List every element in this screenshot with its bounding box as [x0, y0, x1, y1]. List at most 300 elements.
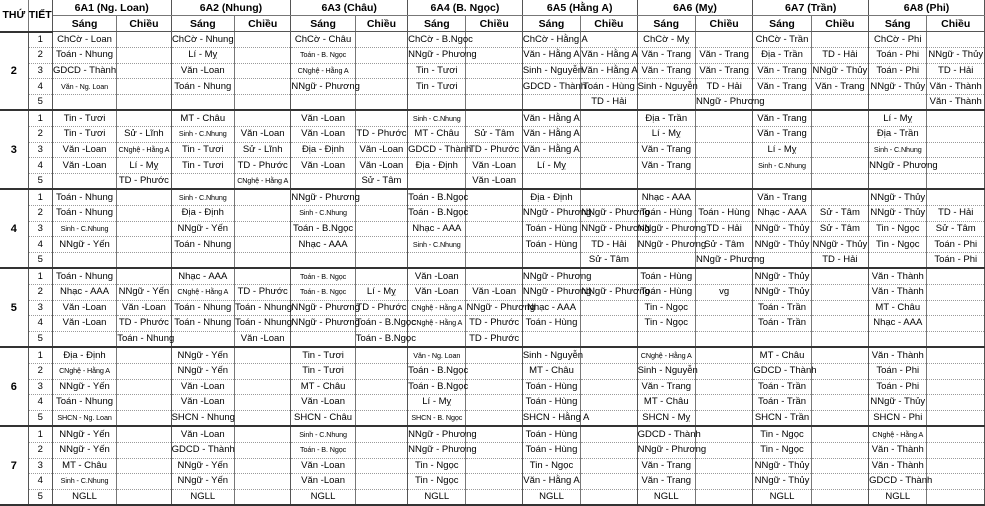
- schedule-cell[interactable]: Sử - Tâm: [927, 221, 985, 237]
- schedule-cell[interactable]: Văn - Thành: [927, 94, 985, 110]
- schedule-cell[interactable]: [117, 458, 171, 474]
- schedule-cell[interactable]: Văn -Loan: [52, 300, 116, 316]
- schedule-cell[interactable]: [811, 110, 868, 126]
- schedule-cell[interactable]: Toán - Nhung: [52, 395, 116, 411]
- schedule-cell[interactable]: [695, 426, 752, 442]
- schedule-cell[interactable]: Toán - Hùng: [637, 268, 695, 284]
- schedule-cell[interactable]: SHCN - Châu: [291, 410, 355, 426]
- schedule-cell[interactable]: [52, 94, 116, 110]
- schedule-cell[interactable]: Tin - Ngọc: [753, 426, 811, 442]
- schedule-cell[interactable]: Toán - B.Ngọc: [408, 206, 466, 222]
- schedule-cell[interactable]: GDCD - Thành: [171, 442, 234, 458]
- schedule-cell[interactable]: NGLL: [171, 489, 234, 505]
- schedule-cell[interactable]: [869, 252, 927, 268]
- schedule-cell[interactable]: [695, 142, 752, 158]
- schedule-cell[interactable]: Sinh - C.Nhung: [408, 237, 466, 253]
- schedule-cell[interactable]: [811, 379, 868, 395]
- schedule-cell[interactable]: TD - Phước: [117, 173, 171, 189]
- schedule-cell[interactable]: Toán - Trần: [753, 300, 811, 316]
- schedule-cell[interactable]: [355, 363, 407, 379]
- schedule-cell[interactable]: [927, 379, 985, 395]
- schedule-cell[interactable]: [355, 32, 407, 48]
- schedule-cell[interactable]: TD - Hải: [581, 94, 637, 110]
- schedule-cell[interactable]: [581, 426, 637, 442]
- schedule-cell[interactable]: [927, 426, 985, 442]
- schedule-cell[interactable]: Văn - Hằng A: [522, 142, 580, 158]
- schedule-cell[interactable]: Toán - Trần: [753, 379, 811, 395]
- schedule-cell[interactable]: Toán - Trần: [753, 395, 811, 411]
- schedule-cell[interactable]: NNgữ - Thủy: [753, 285, 811, 301]
- schedule-cell[interactable]: Toán - Phi: [869, 363, 927, 379]
- schedule-cell[interactable]: [581, 363, 637, 379]
- schedule-cell[interactable]: TD - Phước: [234, 285, 290, 301]
- schedule-cell[interactable]: ChCờ - Hằng A: [522, 32, 580, 48]
- schedule-cell[interactable]: Toán - B.Ngọc: [408, 363, 466, 379]
- schedule-cell[interactable]: [234, 237, 290, 253]
- schedule-cell[interactable]: NNgữ - Yến: [52, 426, 116, 442]
- schedule-cell[interactable]: Văn - Trang: [753, 110, 811, 126]
- schedule-cell[interactable]: Địa - Định: [52, 347, 116, 363]
- schedule-cell[interactable]: [927, 442, 985, 458]
- schedule-cell[interactable]: NGLL: [869, 489, 927, 505]
- schedule-cell[interactable]: [811, 426, 868, 442]
- schedule-cell[interactable]: Tin - Ngọc: [753, 442, 811, 458]
- schedule-cell[interactable]: Văn - Thành: [869, 347, 927, 363]
- schedule-cell[interactable]: [695, 300, 752, 316]
- schedule-cell[interactable]: [695, 474, 752, 490]
- schedule-cell[interactable]: Văn -Loan: [291, 395, 355, 411]
- schedule-cell[interactable]: [811, 316, 868, 332]
- schedule-cell[interactable]: [695, 127, 752, 143]
- schedule-cell[interactable]: Lí - Mỵ: [408, 395, 466, 411]
- schedule-cell[interactable]: Văn - Trang: [695, 63, 752, 79]
- schedule-cell[interactable]: Lí - Mỵ: [171, 48, 234, 64]
- schedule-cell[interactable]: Sử - Tâm: [811, 206, 868, 222]
- schedule-cell[interactable]: ChCờ - Phi: [869, 32, 927, 48]
- schedule-cell[interactable]: Toán - Hùng: [581, 79, 637, 95]
- schedule-cell[interactable]: Văn -Loan: [117, 300, 171, 316]
- schedule-cell[interactable]: Sinh - C.Nhung: [869, 142, 927, 158]
- schedule-cell[interactable]: Lí - Mỵ: [637, 127, 695, 143]
- schedule-cell[interactable]: [811, 395, 868, 411]
- schedule-cell[interactable]: Sinh - Nguyễn: [637, 363, 695, 379]
- schedule-cell[interactable]: Toán - Hùng: [695, 206, 752, 222]
- schedule-cell[interactable]: Toán - Hùng: [522, 442, 580, 458]
- schedule-cell[interactable]: Nhạc - AAA: [52, 285, 116, 301]
- schedule-cell[interactable]: CNghệ - Hằng A: [171, 285, 234, 301]
- schedule-cell[interactable]: [466, 32, 522, 48]
- schedule-cell[interactable]: [408, 173, 466, 189]
- schedule-cell[interactable]: [52, 173, 116, 189]
- schedule-cell[interactable]: [753, 331, 811, 347]
- schedule-cell[interactable]: [581, 158, 637, 174]
- schedule-cell[interactable]: [811, 127, 868, 143]
- schedule-cell[interactable]: [695, 331, 752, 347]
- schedule-cell[interactable]: Toán - B.Ngọc: [355, 316, 407, 332]
- schedule-cell[interactable]: NNgữ - Yến: [52, 442, 116, 458]
- schedule-cell[interactable]: Văn -Loan: [171, 426, 234, 442]
- schedule-cell[interactable]: [234, 268, 290, 284]
- schedule-cell[interactable]: Toán - Hùng: [522, 237, 580, 253]
- schedule-cell[interactable]: [355, 268, 407, 284]
- schedule-cell[interactable]: [581, 300, 637, 316]
- schedule-cell[interactable]: Toán - Nhung: [171, 79, 234, 95]
- schedule-cell[interactable]: NNgữ - Phương: [522, 206, 580, 222]
- schedule-cell[interactable]: [927, 189, 985, 205]
- schedule-cell[interactable]: [522, 173, 580, 189]
- schedule-cell[interactable]: Lí - Mỵ: [522, 158, 580, 174]
- schedule-cell[interactable]: Toán - Nhung: [171, 300, 234, 316]
- schedule-cell[interactable]: [291, 94, 355, 110]
- schedule-cell[interactable]: Địa - Trần: [753, 48, 811, 64]
- schedule-cell[interactable]: NNgữ - Thủy: [753, 221, 811, 237]
- schedule-cell[interactable]: ChCờ - Trần: [753, 32, 811, 48]
- schedule-cell[interactable]: [355, 206, 407, 222]
- schedule-cell[interactable]: MT - Châu: [408, 127, 466, 143]
- schedule-cell[interactable]: [117, 442, 171, 458]
- schedule-cell[interactable]: NGLL: [52, 489, 116, 505]
- schedule-cell[interactable]: [695, 158, 752, 174]
- schedule-cell[interactable]: Địa - Trần: [869, 127, 927, 143]
- schedule-cell[interactable]: [811, 474, 868, 490]
- schedule-cell[interactable]: [522, 94, 580, 110]
- schedule-cell[interactable]: [355, 48, 407, 64]
- schedule-cell[interactable]: [811, 300, 868, 316]
- schedule-cell[interactable]: TD - Hải: [581, 237, 637, 253]
- schedule-cell[interactable]: Văn -Loan: [355, 142, 407, 158]
- schedule-cell[interactable]: Tin - Ngọc: [869, 237, 927, 253]
- schedule-cell[interactable]: [466, 379, 522, 395]
- schedule-cell[interactable]: [466, 458, 522, 474]
- schedule-cell[interactable]: TD - Hải: [695, 221, 752, 237]
- schedule-cell[interactable]: Văn - Trang: [753, 79, 811, 95]
- schedule-cell[interactable]: [581, 379, 637, 395]
- schedule-cell[interactable]: Toán - Nhung: [52, 268, 116, 284]
- schedule-cell[interactable]: NNgữ - Thủy: [869, 395, 927, 411]
- schedule-cell[interactable]: [695, 268, 752, 284]
- schedule-cell[interactable]: ChCờ - Mỵ: [637, 32, 695, 48]
- schedule-cell[interactable]: [695, 489, 752, 505]
- schedule-cell[interactable]: [695, 363, 752, 379]
- schedule-cell[interactable]: [234, 48, 290, 64]
- schedule-cell[interactable]: ChCờ - B.Ngọc: [408, 32, 466, 48]
- schedule-cell[interactable]: Sinh - C.Nhung: [291, 206, 355, 222]
- schedule-cell[interactable]: [117, 189, 171, 205]
- schedule-cell[interactable]: NNgữ - Phương: [695, 252, 752, 268]
- schedule-cell[interactable]: NNgữ - Phương: [522, 285, 580, 301]
- schedule-cell[interactable]: NNgữ - Phương: [291, 79, 355, 95]
- schedule-cell[interactable]: Văn -Loan: [234, 331, 290, 347]
- schedule-cell[interactable]: [234, 474, 290, 490]
- schedule-cell[interactable]: Tin - Ngọc: [408, 474, 466, 490]
- schedule-cell[interactable]: [234, 410, 290, 426]
- schedule-cell[interactable]: [637, 94, 695, 110]
- schedule-cell[interactable]: NNgữ - Phương: [581, 221, 637, 237]
- schedule-cell[interactable]: [117, 79, 171, 95]
- schedule-cell[interactable]: NNgữ - Thủy: [869, 189, 927, 205]
- schedule-cell[interactable]: Địa - Trần: [637, 110, 695, 126]
- schedule-cell[interactable]: CNghệ - Hằng A: [869, 426, 927, 442]
- schedule-cell[interactable]: Văn - Trang: [637, 379, 695, 395]
- schedule-cell[interactable]: [355, 189, 407, 205]
- schedule-cell[interactable]: NNgữ - Phương: [869, 158, 927, 174]
- schedule-cell[interactable]: [234, 221, 290, 237]
- schedule-cell[interactable]: [927, 285, 985, 301]
- schedule-cell[interactable]: GDCD - Thành: [753, 363, 811, 379]
- schedule-cell[interactable]: NNgữ - Thủy: [811, 63, 868, 79]
- schedule-cell[interactable]: NNgữ - Thủy: [869, 206, 927, 222]
- schedule-cell[interactable]: Sinh - Nguyễn: [522, 63, 580, 79]
- schedule-cell[interactable]: Toán - Nhung: [171, 316, 234, 332]
- schedule-cell[interactable]: Lí - Mỵ: [753, 142, 811, 158]
- schedule-cell[interactable]: NNgữ - Phương: [522, 268, 580, 284]
- schedule-cell[interactable]: [355, 221, 407, 237]
- schedule-cell[interactable]: vg: [695, 285, 752, 301]
- schedule-cell[interactable]: Nhạc - AAA: [408, 221, 466, 237]
- schedule-cell[interactable]: Nhạc - AAA: [522, 300, 580, 316]
- schedule-cell[interactable]: ChCờ - Loan: [52, 32, 116, 48]
- schedule-cell[interactable]: [291, 252, 355, 268]
- schedule-cell[interactable]: [355, 94, 407, 110]
- schedule-cell[interactable]: CNghệ - Hằng A: [408, 316, 466, 332]
- schedule-cell[interactable]: [355, 426, 407, 442]
- schedule-cell[interactable]: Tin - Tươi: [408, 79, 466, 95]
- schedule-cell[interactable]: SHCN - Nhung: [171, 410, 234, 426]
- schedule-cell[interactable]: Tin - Tươi: [52, 110, 116, 126]
- schedule-cell[interactable]: [466, 347, 522, 363]
- schedule-cell[interactable]: [695, 173, 752, 189]
- schedule-cell[interactable]: Tin - Tươi: [291, 363, 355, 379]
- schedule-cell[interactable]: [581, 347, 637, 363]
- schedule-cell[interactable]: [637, 173, 695, 189]
- schedule-cell[interactable]: [171, 252, 234, 268]
- schedule-cell[interactable]: Văn - Trang: [637, 458, 695, 474]
- schedule-cell[interactable]: [466, 237, 522, 253]
- schedule-cell[interactable]: Toán - Phi: [927, 237, 985, 253]
- schedule-cell[interactable]: Tin - Tươi: [52, 127, 116, 143]
- schedule-cell[interactable]: [291, 173, 355, 189]
- schedule-cell[interactable]: TD - Hải: [927, 63, 985, 79]
- schedule-cell[interactable]: Văn - Thành: [869, 268, 927, 284]
- schedule-cell[interactable]: Nhạc - AAA: [291, 237, 355, 253]
- schedule-cell[interactable]: [52, 252, 116, 268]
- schedule-cell[interactable]: Toán - Nhung: [171, 237, 234, 253]
- schedule-cell[interactable]: Văn -Loan: [466, 285, 522, 301]
- schedule-cell[interactable]: GDCD - Thành: [637, 426, 695, 442]
- schedule-cell[interactable]: ChCờ - Châu: [291, 32, 355, 48]
- schedule-cell[interactable]: Sử - Tâm: [695, 237, 752, 253]
- schedule-cell[interactable]: Toán - Nhung: [52, 206, 116, 222]
- schedule-cell[interactable]: Sử - Tâm: [811, 221, 868, 237]
- schedule-cell[interactable]: [117, 410, 171, 426]
- schedule-cell[interactable]: Văn -Loan: [234, 127, 290, 143]
- schedule-cell[interactable]: Sử - Tâm: [581, 252, 637, 268]
- schedule-cell[interactable]: SHCN - Phi: [869, 410, 927, 426]
- schedule-cell[interactable]: Văn -Loan: [291, 127, 355, 143]
- schedule-cell[interactable]: NNgữ - Phương: [466, 300, 522, 316]
- schedule-cell[interactable]: [234, 189, 290, 205]
- schedule-cell[interactable]: [234, 363, 290, 379]
- schedule-cell[interactable]: [695, 110, 752, 126]
- schedule-cell[interactable]: NGLL: [637, 489, 695, 505]
- schedule-cell[interactable]: TD - Phước: [117, 316, 171, 332]
- schedule-cell[interactable]: NNgữ - Yến: [171, 474, 234, 490]
- schedule-cell[interactable]: MT - Châu: [52, 458, 116, 474]
- schedule-cell[interactable]: CNghệ - Hằng A: [637, 347, 695, 363]
- schedule-cell[interactable]: [927, 331, 985, 347]
- schedule-cell[interactable]: [355, 474, 407, 490]
- schedule-cell[interactable]: [466, 395, 522, 411]
- schedule-cell[interactable]: Văn -Loan: [52, 142, 116, 158]
- schedule-cell[interactable]: [171, 331, 234, 347]
- schedule-cell[interactable]: Văn -Loan: [171, 395, 234, 411]
- schedule-cell[interactable]: [355, 110, 407, 126]
- schedule-cell[interactable]: [117, 94, 171, 110]
- schedule-cell[interactable]: Văn - Trang: [637, 158, 695, 174]
- schedule-cell[interactable]: [466, 221, 522, 237]
- schedule-cell[interactable]: Sử - Tâm: [466, 127, 522, 143]
- schedule-cell[interactable]: Toán - Phi: [869, 379, 927, 395]
- schedule-cell[interactable]: [811, 347, 868, 363]
- schedule-cell[interactable]: [355, 237, 407, 253]
- schedule-cell[interactable]: [581, 331, 637, 347]
- schedule-cell[interactable]: NNgữ - Thủy: [927, 48, 985, 64]
- schedule-cell[interactable]: CNghệ - Hằng A: [52, 363, 116, 379]
- schedule-cell[interactable]: NNgữ - Phương: [291, 189, 355, 205]
- schedule-cell[interactable]: [234, 489, 290, 505]
- schedule-cell[interactable]: CNghệ - Hằng A: [291, 63, 355, 79]
- schedule-cell[interactable]: [927, 316, 985, 332]
- schedule-cell[interactable]: Sử - Tâm: [355, 173, 407, 189]
- schedule-cell[interactable]: TD - Phước: [234, 158, 290, 174]
- schedule-cell[interactable]: Văn - Hằng A: [522, 48, 580, 64]
- schedule-cell[interactable]: Văn -Loan: [355, 158, 407, 174]
- schedule-cell[interactable]: Văn - Hằng A: [581, 48, 637, 64]
- schedule-cell[interactable]: [355, 489, 407, 505]
- schedule-cell[interactable]: [171, 173, 234, 189]
- schedule-cell[interactable]: Tin - Ngọc: [408, 458, 466, 474]
- schedule-cell[interactable]: Văn -Loan: [466, 173, 522, 189]
- schedule-cell[interactable]: [695, 410, 752, 426]
- schedule-cell[interactable]: Văn - Hằng A: [522, 127, 580, 143]
- schedule-cell[interactable]: GDCD - Thành: [522, 79, 580, 95]
- schedule-cell[interactable]: NNgữ - Thủy: [811, 237, 868, 253]
- schedule-cell[interactable]: [466, 206, 522, 222]
- schedule-cell[interactable]: GDCD - Thành: [408, 142, 466, 158]
- schedule-cell[interactable]: Sử - Lĩnh: [234, 142, 290, 158]
- schedule-cell[interactable]: [355, 63, 407, 79]
- schedule-cell[interactable]: Văn - Trang: [753, 127, 811, 143]
- schedule-cell[interactable]: SHCN - Ng. Loan: [52, 410, 116, 426]
- schedule-cell[interactable]: NNgữ - Phương: [581, 206, 637, 222]
- schedule-cell[interactable]: Văn - Hằng A: [581, 63, 637, 79]
- schedule-cell[interactable]: Nhạc - AAA: [753, 206, 811, 222]
- schedule-cell[interactable]: Văn - Thành: [927, 79, 985, 95]
- schedule-cell[interactable]: [466, 94, 522, 110]
- schedule-cell[interactable]: [695, 189, 752, 205]
- schedule-cell[interactable]: [637, 331, 695, 347]
- schedule-cell[interactable]: Toán - Nhung: [234, 300, 290, 316]
- schedule-cell[interactable]: [927, 347, 985, 363]
- schedule-cell[interactable]: [408, 252, 466, 268]
- schedule-cell[interactable]: NNgữ - Yến: [171, 458, 234, 474]
- schedule-cell[interactable]: [117, 110, 171, 126]
- schedule-cell[interactable]: [234, 110, 290, 126]
- schedule-cell[interactable]: [811, 173, 868, 189]
- schedule-cell[interactable]: Lí - Mỵ: [355, 285, 407, 301]
- schedule-cell[interactable]: NNgữ - Yến: [117, 285, 171, 301]
- schedule-cell[interactable]: Văn -Loan: [291, 158, 355, 174]
- schedule-cell[interactable]: TD - Phước: [466, 316, 522, 332]
- schedule-cell[interactable]: [811, 285, 868, 301]
- schedule-cell[interactable]: Sinh - C.Nhung: [753, 158, 811, 174]
- schedule-cell[interactable]: Toán - B.Ngọc: [291, 221, 355, 237]
- schedule-cell[interactable]: [466, 268, 522, 284]
- schedule-cell[interactable]: Toán - Hùng: [522, 426, 580, 442]
- schedule-cell[interactable]: Toán - Trần: [753, 316, 811, 332]
- schedule-cell[interactable]: NNgữ - Phương: [291, 316, 355, 332]
- schedule-cell[interactable]: [695, 347, 752, 363]
- schedule-cell[interactable]: [811, 363, 868, 379]
- schedule-cell[interactable]: Toán - Hùng: [522, 316, 580, 332]
- schedule-cell[interactable]: Tin - Tươi: [171, 158, 234, 174]
- schedule-cell[interactable]: NNgữ - Phương: [408, 426, 466, 442]
- schedule-cell[interactable]: [117, 379, 171, 395]
- schedule-cell[interactable]: [234, 63, 290, 79]
- schedule-cell[interactable]: [869, 173, 927, 189]
- schedule-cell[interactable]: [811, 94, 868, 110]
- schedule-cell[interactable]: Văn - Trang: [753, 189, 811, 205]
- schedule-cell[interactable]: [522, 252, 580, 268]
- schedule-cell[interactable]: [811, 158, 868, 174]
- schedule-cell[interactable]: NNgữ - Thủy: [869, 79, 927, 95]
- schedule-cell[interactable]: Tin - Ngọc: [637, 316, 695, 332]
- schedule-cell[interactable]: MT - Châu: [869, 300, 927, 316]
- schedule-cell[interactable]: Sinh - C.Nhung: [171, 189, 234, 205]
- schedule-cell[interactable]: [811, 489, 868, 505]
- schedule-cell[interactable]: MT - Châu: [171, 110, 234, 126]
- schedule-cell[interactable]: [811, 410, 868, 426]
- schedule-cell[interactable]: [695, 379, 752, 395]
- schedule-cell[interactable]: [234, 379, 290, 395]
- schedule-cell[interactable]: [117, 268, 171, 284]
- schedule-cell[interactable]: Toán - Nhung: [234, 316, 290, 332]
- schedule-cell[interactable]: [466, 410, 522, 426]
- schedule-cell[interactable]: Nhạc - AAA: [869, 316, 927, 332]
- schedule-cell[interactable]: Văn - Trang: [637, 474, 695, 490]
- schedule-cell[interactable]: CNghệ - Hằng A: [234, 173, 290, 189]
- schedule-cell[interactable]: NNgữ - Phương: [637, 442, 695, 458]
- schedule-cell[interactable]: Sử - Lĩnh: [117, 127, 171, 143]
- schedule-cell[interactable]: NNgữ - Yến: [171, 221, 234, 237]
- schedule-cell[interactable]: [355, 395, 407, 411]
- schedule-cell[interactable]: TD - Phước: [466, 331, 522, 347]
- schedule-cell[interactable]: Toán - Phi: [927, 252, 985, 268]
- schedule-cell[interactable]: NNgữ - Phương: [637, 237, 695, 253]
- schedule-cell[interactable]: [466, 252, 522, 268]
- schedule-cell[interactable]: [234, 426, 290, 442]
- schedule-cell[interactable]: [355, 458, 407, 474]
- schedule-cell[interactable]: [581, 189, 637, 205]
- schedule-cell[interactable]: [466, 189, 522, 205]
- schedule-cell[interactable]: Toán - Nhung: [52, 189, 116, 205]
- schedule-cell[interactable]: [355, 79, 407, 95]
- schedule-cell[interactable]: Văn - Ng. Loan: [52, 79, 116, 95]
- schedule-cell[interactable]: [811, 442, 868, 458]
- schedule-cell[interactable]: [927, 32, 985, 48]
- schedule-cell[interactable]: Văn - Thành: [869, 285, 927, 301]
- schedule-cell[interactable]: [927, 173, 985, 189]
